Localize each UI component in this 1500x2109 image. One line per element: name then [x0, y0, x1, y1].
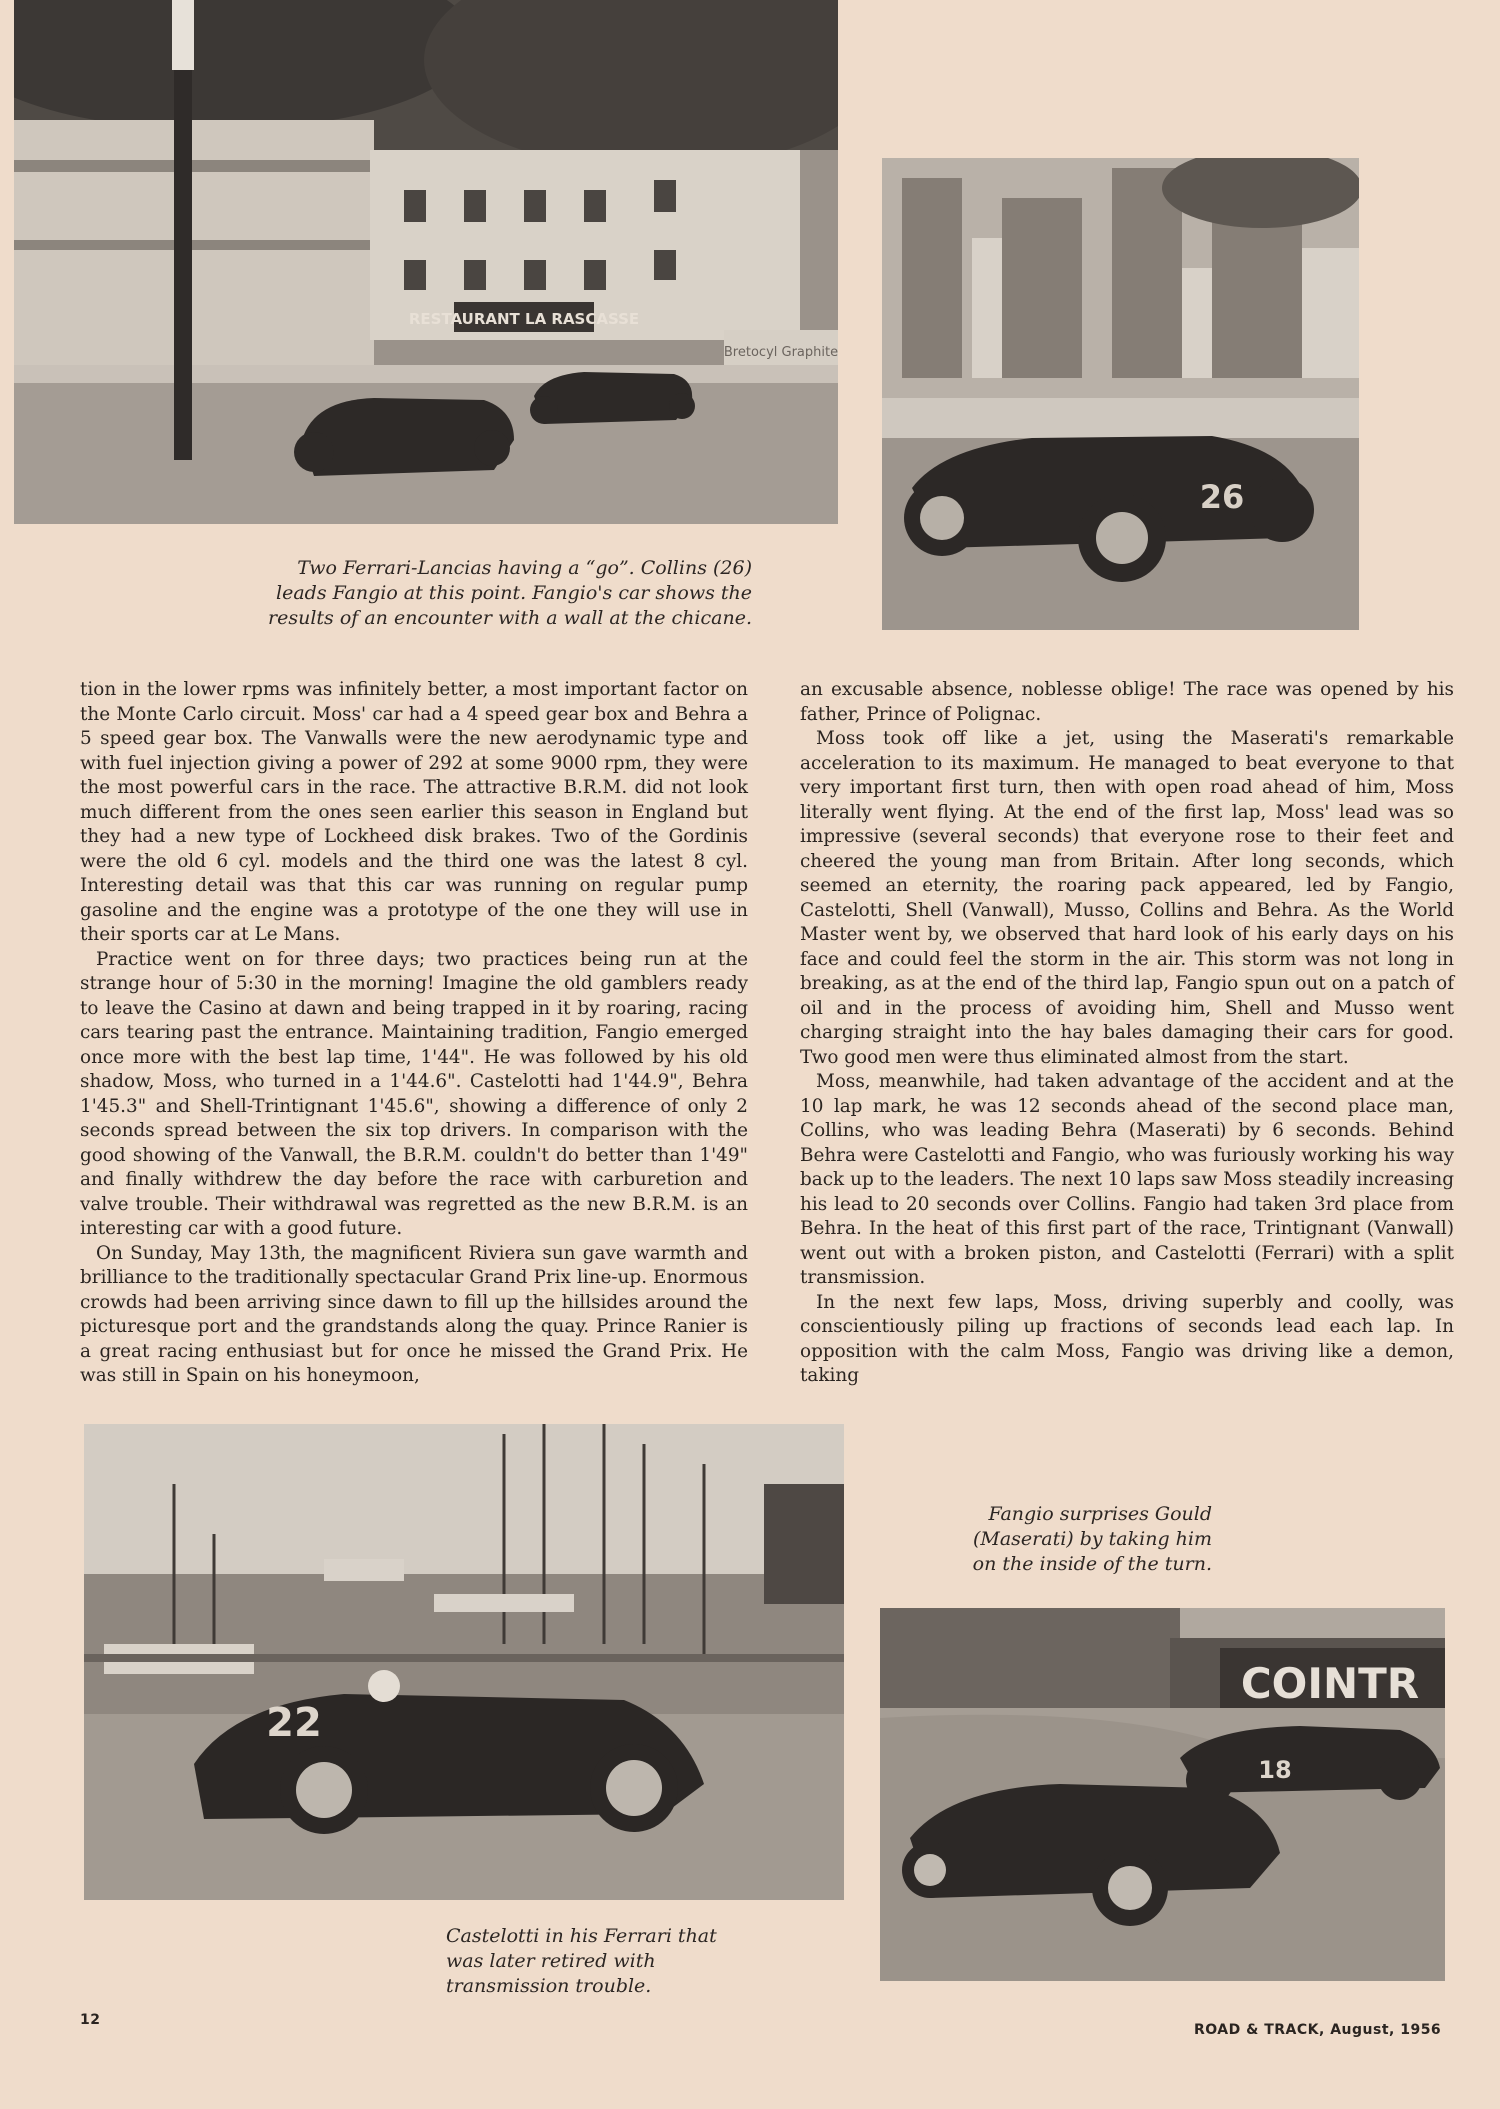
car-number-26: 26 [1199, 478, 1245, 516]
article-left-column [80, 678, 748, 1389]
caption-photo-1: Two Ferrari-Lancias having a “go”. Collins (26) leads Fangio at this point. Fangio's car shows the results of an encounter with a wall at the chicane. [268, 557, 752, 629]
left-paragraph-1: tion in the lower rpms was infinitely better, a most important factor on the Monte Carlo circuit. Moss' car had a 4 speed gear box and Behra a 5 speed gear box. The Vanwalls were the new aerodynamic type and with fuel injection giving a power of 292 at some 9000 rpm, they were the most powerful cars in the race. The attractive B.R.M. did not look much different from the ones seen earlier this season in England but they had a new type of Lockheed disk brakes. Two of the Gordinis were the old 6 cyl. models and the third one was the latest 8 cyl. Interesting detail was that this car was running on regular pump gasoline and the engine was a prototype of the one they will use in their sports car at Le Mans. [80, 679, 748, 945]
cointreau-sign-text: COINTR [1240, 1659, 1420, 1708]
restaurant-sign-text: RESTAURANT LA RASCASSE [408, 310, 640, 328]
right-paragraph-1: an excusable absence, noblesse oblige! The race was opened by his father, Prince of Polignac. [800, 679, 1454, 725]
right-paragraph-4: In the next few laps, Moss, driving superbly and coolly, was conscientiously piling up fractions of seconds lead each lap. In opposition with the calm Moss, Fangio was driving like a demon, taking [800, 1291, 1454, 1386]
right-paragraph-2: Moss took off like a jet, using the Maserati's remarkable acceleration to its maximum. He managed to beat everyone to that very important first turn, then with open road ahead of him, Moss literally went flying. At the end of the first lap, Moss' lead was so impressive (several seconds) that everyone rose to their feet and cheered the young man from Britain. After long seconds, which seemed an eternity, the roaring pack appeared, led by Fangio, Castelotti, Shell (Vanwall), Musso, Collins and Behra. As the World Master went by, we observed that hard look of his early days on his face and could feel the storm in the air. This storm was not long in breaking, as at the end of the third lap, Fangio spun out on a patch of oil and in the process of avoiding him, Shell and Musso went charging straight into the hay bales damaging their cars for good. Two good men were thus eliminated almost from the start. [800, 728, 1454, 1068]
article-right-column [800, 678, 1454, 1389]
left-paragraph-3: On Sunday, May 13th, the magnificent Riviera sun gave warmth and brilliance to the traditionally spectacular Grand Prix line-up. Enormous crowds had been arriving since dawn to fill up the hillsides around the picturesque port and the grandstands along the quay. Prince Ranier is a great racing enthusiast but for once he missed the Grand Prix. He was still in Spain on his honeymoon, [80, 1242, 748, 1386]
photo-collins-car-26 [882, 158, 1359, 630]
page-number: 12 [80, 2012, 101, 2028]
left-paragraph-2: Practice went on for three days; two practices being run at the strange hour of 5:30 in the morning! Imagine the old gamblers ready to leave the Casino at dawn and being trapped in it by roaring, racing cars tearing past the entrance. Maintaining tradition, Fangio emerged once more with the best lap time, 1'44". He was followed by his old shadow, Moss, who turned in a 1'44.6". Castelotti had 1'44.9", Behra 1'45.3" and Shell-Trintignant 1'45.6", showing a difference of only 2 seconds spread between the six top drivers. In comparison with the good showing of the Vanwall, the B.R.M. couldn't do better than 1'49" and finally withdrew the day before the race with carburetion and valve trouble. Their withdrawal was regretted as the new B.R.M. is an interesting car with a good future. [80, 948, 748, 1239]
photo-1-illustration [14, 0, 838, 524]
banner-text: Bretocyl Graphite [723, 345, 838, 360]
caption-photo-4: Fangio surprises Gould (Maserati) by taking him on the inside of the turn. [972, 1503, 1212, 1575]
photo-castelotti-harbour [84, 1424, 844, 1900]
photo-4-illustration [880, 1608, 1445, 1981]
publication-footer: ROAD & TRACK, August, 1956 [1194, 2022, 1442, 2038]
photo-ferrari-lancias-building [14, 0, 838, 524]
photo-3-illustration [84, 1424, 844, 1900]
caption-photo-3: Castelotti in his Ferrari that was later retired with transmission trouble. [446, 1925, 717, 1997]
photo-2-illustration [882, 158, 1359, 630]
right-paragraph-3: Moss, meanwhile, had taken advantage of the accident and at the 10 lap mark, he was 12 seconds ahead of the second place man, Collins, who was leading Behra (Maserati) by 6 seconds. Behind Behra were Castelotti and Fangio, who was furiously working his way back up to the leaders. The next 10 laps saw Moss steadily increasing his lead to 20 seconds over Collins. Fangio had taken 3rd place from Behra. In the heat of this first part of the race, Trintignant (Vanwall) went out with a broken piston, and Castelotti (Ferrari) with a split transmission. [800, 1071, 1454, 1288]
photo-fangio-gould-turn [880, 1608, 1445, 1981]
car-number-22: 22 [266, 1700, 322, 1746]
car-number-18: 18 [1258, 1756, 1292, 1784]
